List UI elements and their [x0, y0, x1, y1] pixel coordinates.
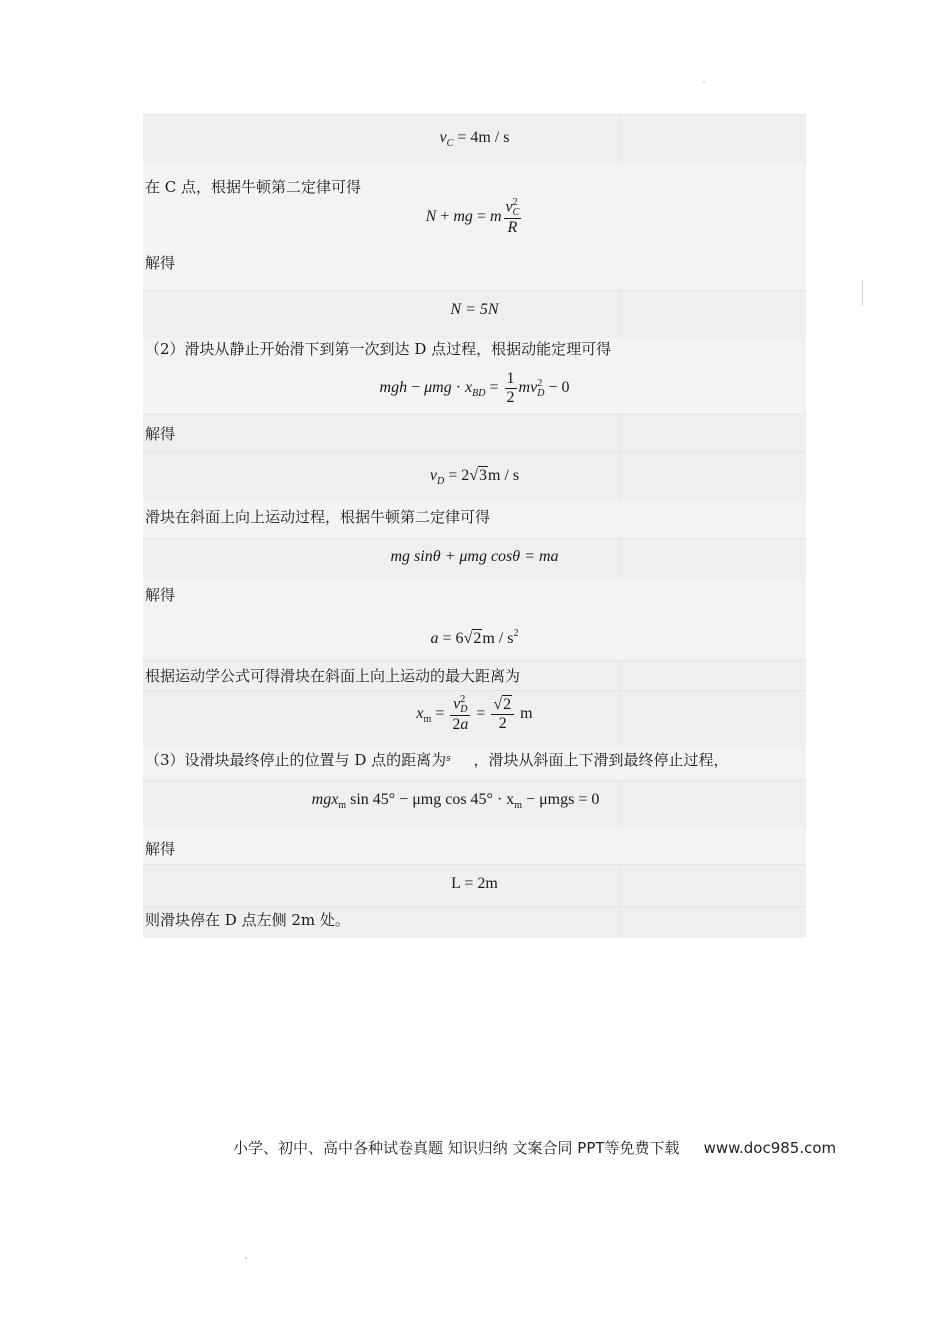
solution-content [143, 114, 806, 938]
equation-newton-c-row [143, 190, 806, 252]
equation-vc: $v_C = 4m / s$ [439, 129, 510, 149]
equation-xm: $x_m$ = v 2 D 2a = $\frac{√2}{2}$ m [416, 694, 533, 733]
text-row [143, 414, 806, 452]
equation-n-row [143, 290, 806, 338]
text-jiede-1: 解得 [145, 254, 176, 272]
text-row [143, 502, 806, 538]
text-jiede-3: 解得 [145, 586, 176, 604]
text-row [143, 338, 806, 368]
text-part2: （2）滑块从静止开始滑下到第一次到达 D 点过程，根据动能定理可得 [145, 340, 612, 358]
text-row [143, 578, 806, 616]
text-part3: （3）设滑块最终停止的位置与 D 点的距离为$^s$ ，滑块从斜面上下滑到最终停止过程， [145, 751, 729, 769]
text-c-point: 在 C 点，根据牛顿第二定律可得 [145, 178, 362, 196]
equation-n: N = 5N [450, 301, 499, 318]
text-row [143, 828, 806, 864]
equation-vd: $v_D = 2√3m / s$ [429, 467, 520, 487]
text-conclusion: 则滑块停在 D 点左侧 2m 处。 [145, 911, 350, 929]
text-row [143, 660, 806, 690]
scan-artifact [703, 81, 705, 83]
equation-l-row [143, 864, 806, 906]
text-jiede-2: 解得 [145, 425, 176, 443]
scan-artifact [862, 280, 863, 306]
scan-artifact [245, 1257, 247, 1259]
text-row [143, 906, 806, 938]
text-jiede-4: 解得 [145, 840, 176, 858]
equation-xm-row [143, 690, 806, 746]
footer-url[interactable]: www.doc985.com [703, 1139, 837, 1157]
equation-energy-theorem: mgh − $\mu mg \cdot x_{BD}$ = $\frac{1}{2}$ mv 2 D − 0 [379, 370, 570, 406]
equation-energy-theorem-row [143, 368, 806, 414]
equation-energy-row [143, 780, 806, 828]
text-row [143, 252, 806, 290]
footer-text: 小学、初中、高中各种试卷真题 知识归纳 文案合同 PPT等免费下载 [233, 1139, 680, 1157]
text-row [143, 164, 806, 196]
footer [233, 1137, 836, 1158]
equation-energy: mgx$_m$ sin 45° − μmg $\cos 45^\circ \cdot x_m - \mu mgs = 0$ [311, 791, 600, 811]
equation-force-row [143, 538, 806, 578]
equation-l: L = 2m [451, 875, 498, 892]
text-row [143, 746, 806, 780]
text-slope-up: 滑块在斜面上向上运动过程，根据牛顿第二定律可得 [145, 508, 491, 526]
equation-vc-row [143, 114, 806, 164]
equation-force: mg sinθ + μmg cosθ = ma [390, 548, 559, 565]
equation-newton-c: N + mg = m v 2 C R [425, 197, 520, 236]
equation-a: $a = 6√2m / s^2$ [430, 628, 519, 647]
equation-vd-row [143, 452, 806, 502]
text-max-dist: 根据运动学公式可得滑块在斜面上向上运动的最大距离为 [145, 667, 521, 685]
equation-a-row [143, 616, 806, 660]
